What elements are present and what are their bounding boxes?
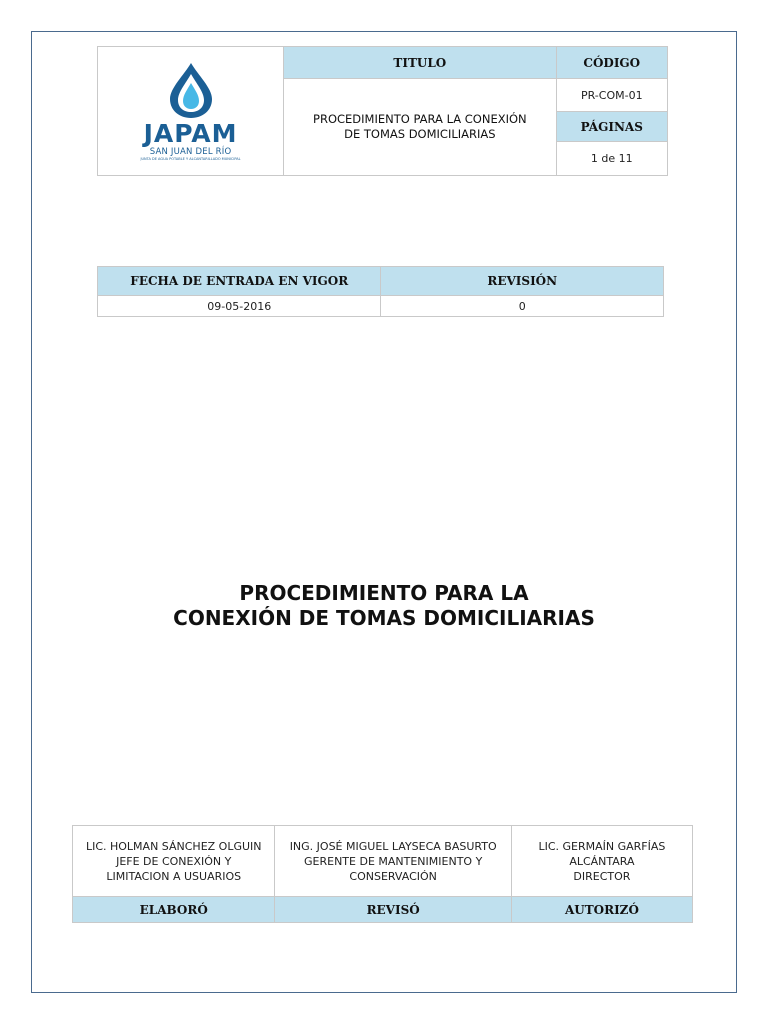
logo [98,47,283,175]
revision-label: REVISIÓN [381,267,664,296]
signature-position: DIRECTOR [573,869,631,883]
signature-elaboro [73,826,275,897]
header-table [97,46,668,176]
logo-name: JAPAM [143,118,238,148]
document-title [0,581,768,631]
signature-reviso [275,826,511,897]
signatures-table [72,825,693,923]
signature-name: ING. JOSÉ MIGUEL LAYSECA BASURTO [289,839,497,853]
paginas-label: PÁGINAS [556,112,667,142]
signature-autorizo [511,826,692,897]
titulo-value-line1: PROCEDIMIENTO PARA LA CONEXIÓN [313,112,527,126]
document-title-line2: CONEXIÓN DE TOMAS DOMICILIARIAS [173,606,595,630]
codigo-value: PR-COM-01 [556,79,667,112]
water-drop-icon [168,61,214,119]
signature-name: LIC. HOLMAN SÁNCHEZ OLGUIN [85,839,262,853]
logo-tagline: JUNTA DE AGUA POTABLE Y ALCANTARILLADO MUNICIPAL [140,156,241,161]
role-elaboro: ELABORÓ [73,897,275,923]
signature-name: ALCÁNTARA [569,854,635,868]
signature-position: CONSERVACIÓN [349,869,437,883]
logo-cell [98,47,284,176]
vigor-table [97,266,664,317]
signature-position: LIMITACION A USUARIOS [106,869,242,883]
fecha-label: FECHA DE ENTRADA EN VIGOR [98,267,381,296]
titulo-value-line2: DE TOMAS DOMICILIARIAS [344,127,496,141]
document-title-line1: PROCEDIMIENTO PARA LA [239,581,529,605]
role-reviso: REVISÓ [275,897,511,923]
revision-value: 0 [381,296,664,317]
signature-position: GERENTE DE MANTENIMIENTO Y [304,854,483,868]
paginas-value: 1 de 11 [556,142,667,176]
titulo-value [284,79,556,176]
titulo-label: TITULO [284,47,556,79]
fecha-value: 09-05-2016 [98,296,381,317]
logo-subtitle: SAN JUAN DEL RÍO [149,146,232,157]
role-autorizo: AUTORIZÓ [511,897,692,923]
codigo-label: CÓDIGO [556,47,667,79]
signature-name: LIC. GERMAÍN GARFÍAS [538,839,666,853]
signature-position: JEFE DE CONEXIÓN Y [116,854,232,868]
